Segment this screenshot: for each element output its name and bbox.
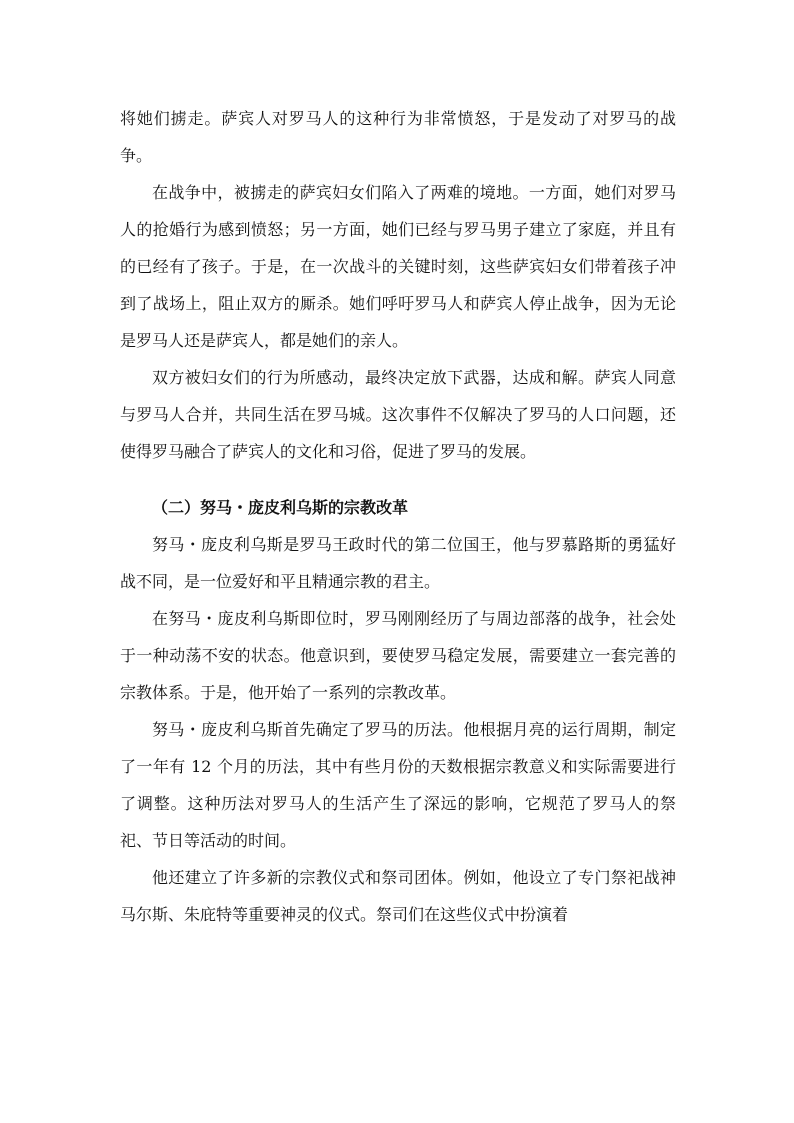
paragraph-reconciliation: 双方被妇女们的行为所感动，最终决定放下武器，达成和解。萨宾人同意与罗马人合并，共同生活在罗马城。这次事件不仅解决了罗马的人口问题，还使得罗马融合了萨宾人的文化和习俗，促进了罗马的发展。 — [120, 368, 676, 461]
paragraph-rituals: 他还建立了许多新的宗教仪式和祭司团体。例如，他设立了专门祭祀战神马尔斯、朱庇特等重要神灵的仪式。祭司们在这些仪式中扮演着 — [120, 868, 676, 924]
paragraph-sabine-women-dilemma: 在战争中，被掳走的萨宾妇女们陷入了两难的境地。一方面，她们对罗马人的抢婚行为感到愤怒；另一方面，她们已经与罗马男子建立了家庭，并且有的已经有了孩子。于是，在一次战斗的关键时刻，这些萨宾妇女们带着孩子冲到了战场上，阻止双方的厮杀。她们呼吁罗马人和萨宾人停止战争，因为无论是罗马人还是萨宾人，都是她们的亲人。 — [120, 183, 676, 350]
paragraph-calendar: 努马・庞皮利乌斯首先确定了罗马的历法。他根据月亮的运行周期，制定了一年有 12 个月的历法，其中有些月份的天数根据宗教意义和实际需要进行了调整。这种历法对罗马人的生活产生了深远的影响，它规范了罗马人的祭祀、节日等活动的时间。 — [120, 720, 676, 850]
paragraph-numa-accession: 在努马・庞皮利乌斯即位时，罗马刚刚经历了与周边部落的战争，社会处于一种动荡不安的状态。他意识到，要使罗马稳定发展，需要建立一套完善的宗教体系。于是，他开始了一系列的宗教改革。 — [120, 609, 676, 702]
paragraph-numa-intro: 努马・庞皮利乌斯是罗马王政时代的第二位国王，他与罗慕路斯的勇猛好战不同，是一位爱好和平且精通宗教的君主。 — [120, 535, 676, 591]
page-body — [120, 100, 676, 933]
section-heading: （二）努马・庞皮利乌斯的宗教改革 — [152, 498, 409, 517]
paragraph-continuation: 将她们掳走。萨宾人对罗马人的这种行为非常愤怒，于是发动了对罗马的战争。 — [120, 109, 676, 165]
